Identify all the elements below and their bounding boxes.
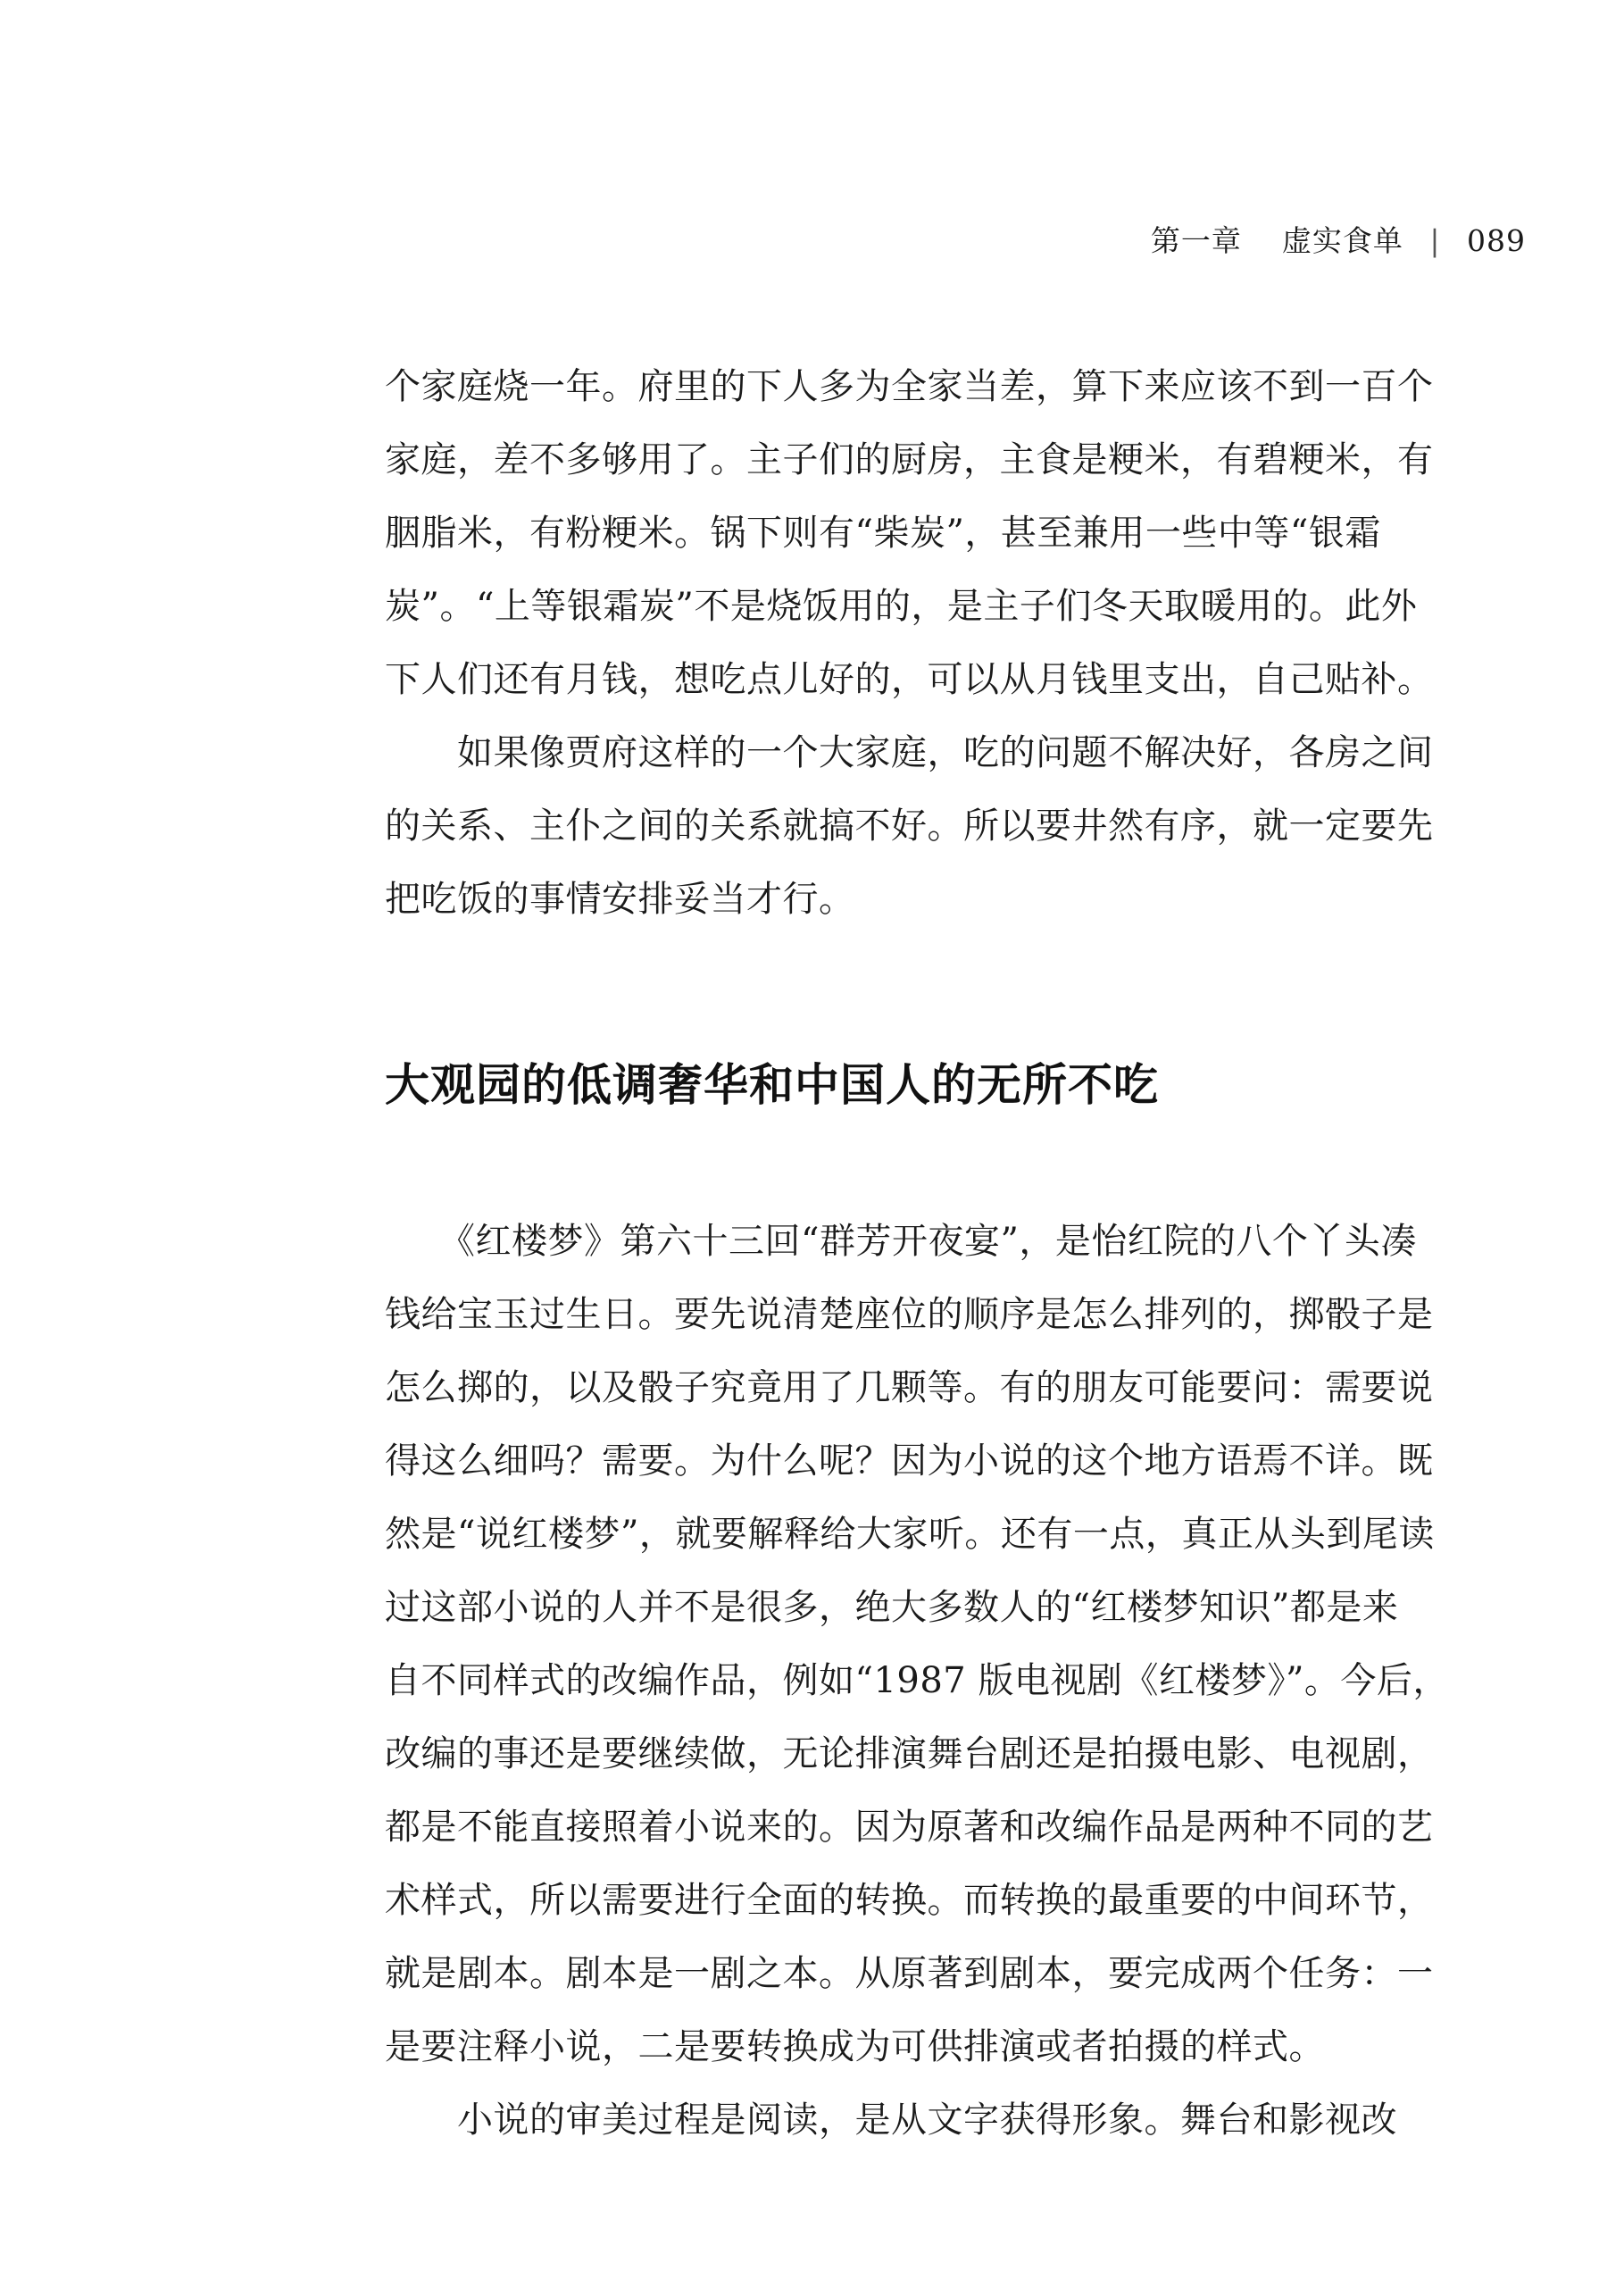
text-line: 改编的事还是要继续做，无论排演舞台剧还是拍摄电影、电视剧， <box>385 1733 1434 1774</box>
text-line: 都是不能直接照着小说来的。因为原著和改编作品是两种不同的艺 <box>385 1807 1434 1848</box>
text-line: 然是“说红楼梦”，就要解释给大家听。还有一点，真正从头到尾读 <box>385 1514 1435 1555</box>
body-text-section-1 <box>385 350 1447 936</box>
text-line: 小说的审美过程是阅读，是从文字获得形象。舞台和影视改 <box>385 2100 1397 2141</box>
text-line: 就是剧本。剧本是一剧之本。从原著到剧本，要完成两个任务：一 <box>385 1953 1434 1994</box>
text-line: 家庭，差不多够用了。主子们的厨房，主食是粳米，有碧粳米，有 <box>385 439 1434 480</box>
page-number: 089 <box>1467 223 1526 258</box>
chapter-title: 虚实食单 <box>1281 223 1403 258</box>
text-line: 炭”。“上等银霜炭”不是烧饭用的，是主子们冬天取暖用的。此外 <box>385 586 1418 627</box>
text-line: 术样式，所以需要进行全面的转换。而转换的最重要的中间环节， <box>385 1880 1434 1921</box>
text-line: 如果像贾府这样的一个大家庭，吃的问题不解决好，各房之间 <box>385 732 1434 773</box>
text-line: 得这么细吗？需要。为什么呢？因为小说的这个地方语焉不详。既 <box>385 1440 1434 1482</box>
text-line: 过这部小说的人并不是很多，绝大多数人的“红楼梦知识”都是来 <box>385 1587 1399 1628</box>
text-line: 《红楼梦》第六十三回“群芳开夜宴”，是怡红院的八个丫头凑 <box>385 1221 1417 1262</box>
text-line: 把吃饭的事情安排妥当才行。 <box>385 879 855 920</box>
text-line: 自不同样式的改编作品，例如“1987 版电视剧《红楼梦》”。今后， <box>385 1660 1449 1701</box>
text-line: 个家庭烧一年。府里的下人多为全家当差，算下来应该不到一百个 <box>385 366 1434 407</box>
text-line: 的关系、主仆之间的关系就搞不好。所以要井然有序，就一定要先 <box>385 806 1434 847</box>
text-line: 是要注释小说，二是要转换成为可供排演或者拍摄的样式。 <box>385 2026 1325 2067</box>
text-line: 怎么掷的，以及骰子究竟用了几颗等。有的朋友可能要问：需要说 <box>385 1367 1434 1408</box>
header-separator: | <box>1429 223 1441 258</box>
text-line: 下人们还有月钱，想吃点儿好的，可以从月钱里支出，自己贴补。 <box>385 659 1434 700</box>
body-text-section-2 <box>385 1205 1447 2157</box>
running-head <box>1151 223 1526 259</box>
chapter-label: 第一章 <box>1150 223 1242 258</box>
text-line: 钱给宝玉过生日。要先说清楚座位的顺序是怎么排列的，掷骰子是 <box>385 1294 1434 1335</box>
section-heading: 大观园的低调奢华和中国人的无所不吃 <box>385 1058 1159 1111</box>
text-line: 胭脂米，有粉粳米。锅下则有“柴炭”，甚至兼用一些中等“银霜 <box>385 513 1381 554</box>
